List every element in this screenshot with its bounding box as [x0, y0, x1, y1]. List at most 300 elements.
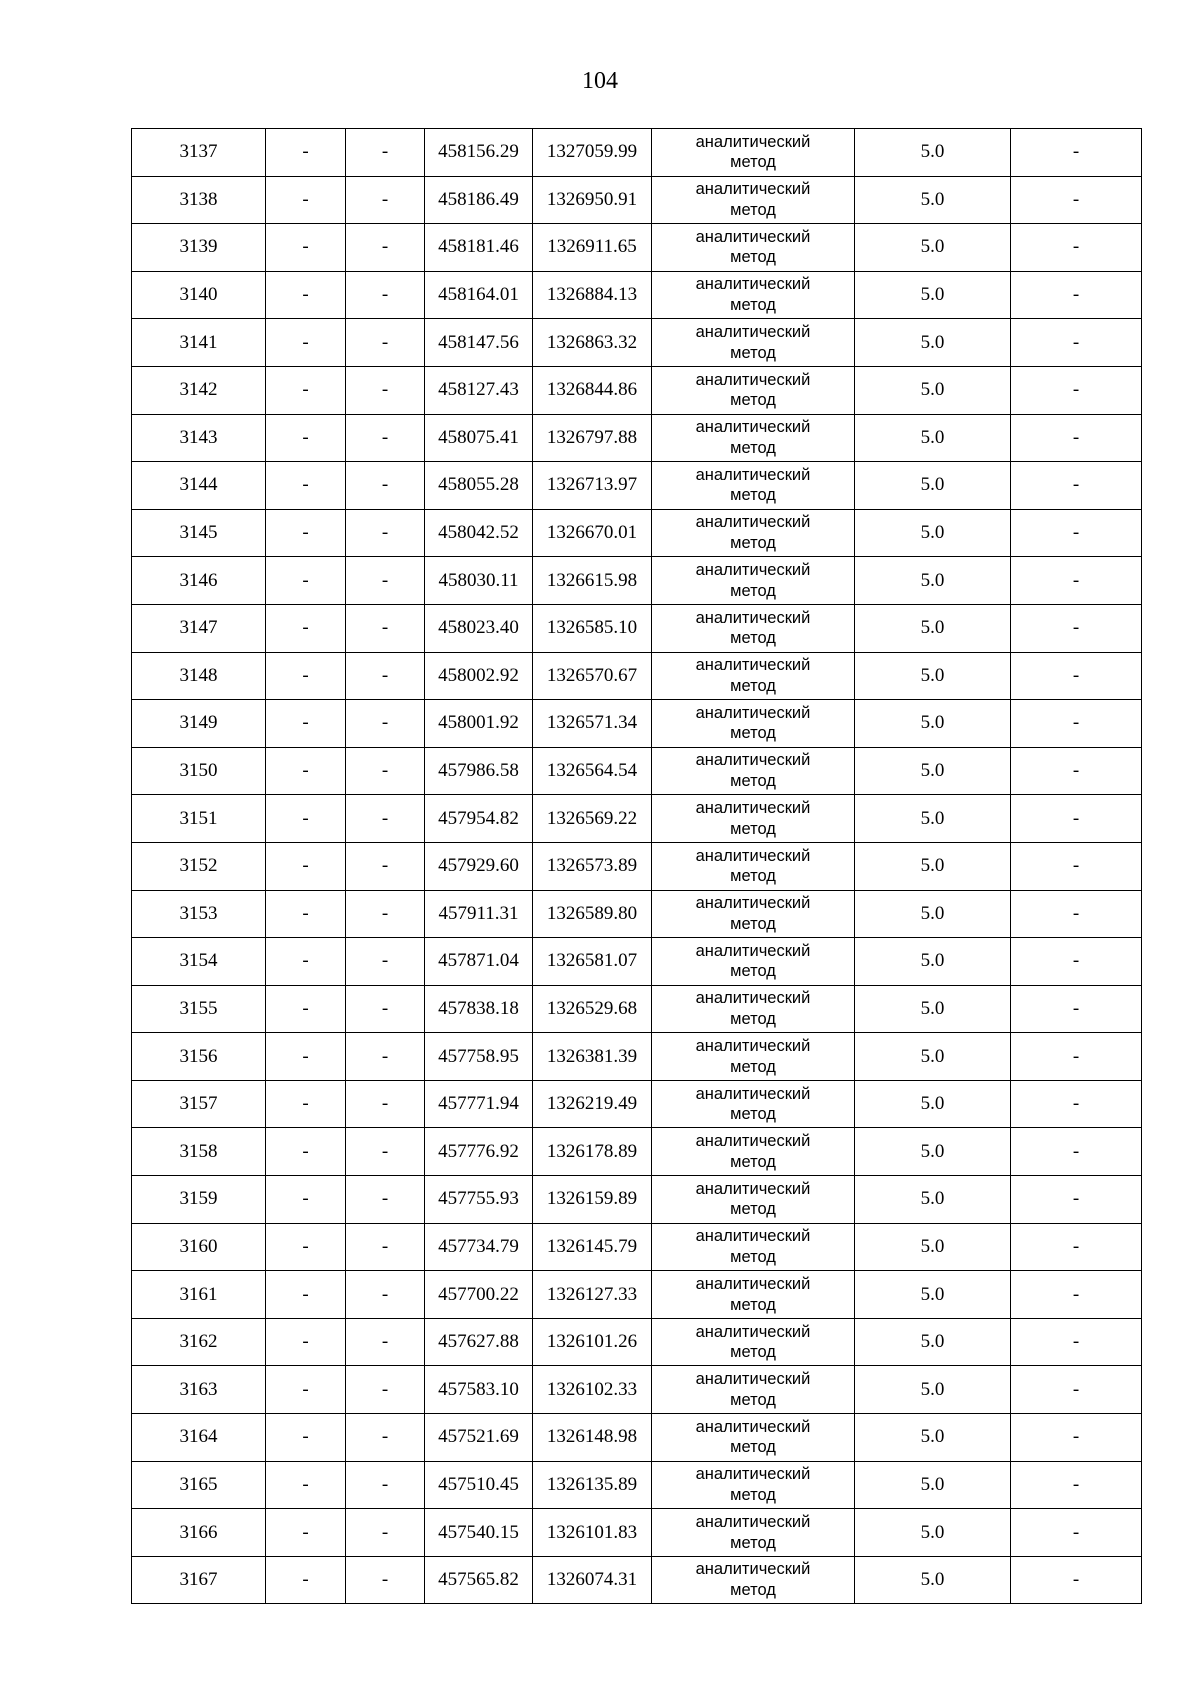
y-coordinate-cell: 1326911.65: [533, 224, 652, 272]
method-text: метод: [730, 1438, 776, 1457]
empty-value-cell: -: [346, 509, 425, 557]
point-number-cell: 3155: [132, 985, 266, 1033]
coordinates-table: [131, 128, 1142, 1604]
point-number-cell: 3152: [132, 842, 266, 890]
accuracy-cell: 5.0: [855, 1509, 1011, 1557]
y-coordinate-cell: 1326127.33: [533, 1271, 652, 1319]
empty-value-cell: -: [1011, 747, 1142, 795]
method-cell: [652, 985, 855, 1033]
empty-value-cell: -: [346, 985, 425, 1033]
method-cell: [652, 462, 855, 510]
y-coordinate-cell: 1326844.86: [533, 366, 652, 414]
empty-value-cell: -: [266, 1271, 346, 1319]
accuracy-cell: 5.0: [855, 652, 1011, 700]
method-text: аналитический: [695, 132, 811, 151]
method-cell: [652, 1223, 855, 1271]
empty-value-cell: -: [266, 319, 346, 367]
method-text: аналитический: [695, 513, 811, 532]
method-text: метод: [730, 486, 776, 505]
accuracy-cell: 5.0: [855, 890, 1011, 938]
method-cell: [652, 652, 855, 700]
empty-value-cell: -: [1011, 985, 1142, 1033]
method-text: аналитический: [695, 323, 811, 342]
method-text: аналитический: [695, 941, 811, 960]
method-text: аналитический: [695, 370, 811, 389]
table-row: [132, 1509, 1142, 1557]
accuracy-cell: 5.0: [855, 224, 1011, 272]
method-text: метод: [730, 914, 776, 933]
x-coordinate-cell: 458156.29: [425, 129, 533, 177]
empty-value-cell: -: [266, 985, 346, 1033]
accuracy-cell: 5.0: [855, 366, 1011, 414]
empty-value-cell: -: [266, 1414, 346, 1462]
method-text: аналитический: [695, 561, 811, 580]
x-coordinate-cell: 457986.58: [425, 747, 533, 795]
empty-value-cell: -: [346, 129, 425, 177]
method-text: метод: [730, 581, 776, 600]
empty-value-cell: -: [346, 557, 425, 605]
accuracy-cell: 5.0: [855, 604, 1011, 652]
empty-value-cell: -: [1011, 462, 1142, 510]
method-text: метод: [730, 248, 776, 267]
table-row: [132, 1461, 1142, 1509]
x-coordinate-cell: 458127.43: [425, 366, 533, 414]
empty-value-cell: -: [266, 1176, 346, 1224]
accuracy-cell: 5.0: [855, 271, 1011, 319]
page-number: 104: [582, 68, 618, 94]
accuracy-cell: 5.0: [855, 938, 1011, 986]
empty-value-cell: -: [266, 176, 346, 224]
method-cell: [652, 1033, 855, 1081]
method-cell: [652, 224, 855, 272]
method-cell: [652, 509, 855, 557]
empty-value-cell: -: [1011, 890, 1142, 938]
empty-value-cell: -: [346, 795, 425, 843]
empty-value-cell: -: [266, 1080, 346, 1128]
point-number-cell: 3149: [132, 700, 266, 748]
table-row: [132, 747, 1142, 795]
empty-value-cell: -: [266, 366, 346, 414]
empty-value-cell: -: [1011, 366, 1142, 414]
empty-value-cell: -: [346, 1128, 425, 1176]
method-text: аналитический: [695, 608, 811, 627]
y-coordinate-cell: 1326615.98: [533, 557, 652, 605]
empty-value-cell: -: [1011, 1271, 1142, 1319]
table-row: [132, 271, 1142, 319]
empty-value-cell: -: [266, 747, 346, 795]
method-text: аналитический: [695, 1227, 811, 1246]
x-coordinate-cell: 457954.82: [425, 795, 533, 843]
method-text: метод: [730, 676, 776, 695]
y-coordinate-cell: 1326589.80: [533, 890, 652, 938]
point-number-cell: 3139: [132, 224, 266, 272]
method-cell: [652, 842, 855, 890]
y-coordinate-cell: 1326570.67: [533, 652, 652, 700]
empty-value-cell: -: [1011, 129, 1142, 177]
empty-value-cell: -: [346, 604, 425, 652]
accuracy-cell: 5.0: [855, 842, 1011, 890]
empty-value-cell: -: [266, 1461, 346, 1509]
method-text: аналитический: [695, 1179, 811, 1198]
y-coordinate-cell: 1326159.89: [533, 1176, 652, 1224]
x-coordinate-cell: 457700.22: [425, 1271, 533, 1319]
method-text: метод: [730, 438, 776, 457]
method-cell: [652, 1414, 855, 1462]
y-coordinate-cell: 1326569.22: [533, 795, 652, 843]
method-text: аналитический: [695, 180, 811, 199]
x-coordinate-cell: 457540.15: [425, 1509, 533, 1557]
y-coordinate-cell: 1326573.89: [533, 842, 652, 890]
method-cell: [652, 604, 855, 652]
y-coordinate-cell: 1326950.91: [533, 176, 652, 224]
method-cell: [652, 1509, 855, 1557]
method-text: метод: [730, 153, 776, 172]
empty-value-cell: -: [346, 890, 425, 938]
accuracy-cell: 5.0: [855, 557, 1011, 605]
accuracy-cell: 5.0: [855, 176, 1011, 224]
method-text: метод: [730, 200, 776, 219]
empty-value-cell: -: [346, 414, 425, 462]
table-row: [132, 1080, 1142, 1128]
x-coordinate-cell: 457758.95: [425, 1033, 533, 1081]
empty-value-cell: -: [1011, 176, 1142, 224]
method-cell: [652, 129, 855, 177]
method-text: метод: [730, 629, 776, 648]
method-text: аналитический: [695, 1512, 811, 1531]
point-number-cell: 3164: [132, 1414, 266, 1462]
y-coordinate-cell: 1326670.01: [533, 509, 652, 557]
accuracy-cell: 5.0: [855, 129, 1011, 177]
empty-value-cell: -: [266, 1366, 346, 1414]
x-coordinate-cell: 457755.93: [425, 1176, 533, 1224]
point-number-cell: 3145: [132, 509, 266, 557]
point-number-cell: 3166: [132, 1509, 266, 1557]
accuracy-cell: 5.0: [855, 747, 1011, 795]
empty-value-cell: -: [1011, 842, 1142, 890]
table-row: [132, 462, 1142, 510]
point-number-cell: 3153: [132, 890, 266, 938]
method-text: метод: [730, 819, 776, 838]
accuracy-cell: 5.0: [855, 1318, 1011, 1366]
table-row: [132, 604, 1142, 652]
point-number-cell: 3157: [132, 1080, 266, 1128]
accuracy-cell: 5.0: [855, 1556, 1011, 1604]
y-coordinate-cell: 1326571.34: [533, 700, 652, 748]
x-coordinate-cell: 458001.92: [425, 700, 533, 748]
method-text: метод: [730, 1485, 776, 1504]
empty-value-cell: -: [1011, 938, 1142, 986]
point-number-cell: 3159: [132, 1176, 266, 1224]
empty-value-cell: -: [266, 1556, 346, 1604]
method-cell: [652, 1461, 855, 1509]
table-row: [132, 129, 1142, 177]
empty-value-cell: -: [346, 271, 425, 319]
empty-value-cell: -: [266, 271, 346, 319]
accuracy-cell: 5.0: [855, 1461, 1011, 1509]
method-cell: [652, 271, 855, 319]
table-row: [132, 1318, 1142, 1366]
empty-value-cell: -: [346, 1556, 425, 1604]
empty-value-cell: -: [346, 1080, 425, 1128]
method-text: метод: [730, 1152, 776, 1171]
empty-value-cell: -: [266, 604, 346, 652]
accuracy-cell: 5.0: [855, 1366, 1011, 1414]
accuracy-cell: 5.0: [855, 1128, 1011, 1176]
y-coordinate-cell: 1326564.54: [533, 747, 652, 795]
table-row: [132, 938, 1142, 986]
method-text: аналитический: [695, 1274, 811, 1293]
x-coordinate-cell: 458181.46: [425, 224, 533, 272]
method-text: метод: [730, 1247, 776, 1266]
method-text: метод: [730, 1105, 776, 1124]
y-coordinate-cell: 1326145.79: [533, 1223, 652, 1271]
point-number-cell: 3141: [132, 319, 266, 367]
point-number-cell: 3161: [132, 1271, 266, 1319]
y-coordinate-cell: 1326219.49: [533, 1080, 652, 1128]
method-text: метод: [730, 1581, 776, 1600]
empty-value-cell: -: [1011, 1556, 1142, 1604]
table-row: [132, 700, 1142, 748]
point-number-cell: 3138: [132, 176, 266, 224]
x-coordinate-cell: 457838.18: [425, 985, 533, 1033]
table-row: [132, 366, 1142, 414]
empty-value-cell: -: [346, 1318, 425, 1366]
x-coordinate-cell: 458002.92: [425, 652, 533, 700]
method-text: метод: [730, 343, 776, 362]
y-coordinate-cell: 1326148.98: [533, 1414, 652, 1462]
empty-value-cell: -: [266, 842, 346, 890]
point-number-cell: 3148: [132, 652, 266, 700]
x-coordinate-cell: 458147.56: [425, 319, 533, 367]
x-coordinate-cell: 457583.10: [425, 1366, 533, 1414]
empty-value-cell: -: [346, 224, 425, 272]
method-cell: [652, 938, 855, 986]
empty-value-cell: -: [266, 1318, 346, 1366]
empty-value-cell: -: [266, 1033, 346, 1081]
accuracy-cell: 5.0: [855, 1080, 1011, 1128]
point-number-cell: 3144: [132, 462, 266, 510]
empty-value-cell: -: [346, 1509, 425, 1557]
y-coordinate-cell: 1326101.26: [533, 1318, 652, 1366]
method-cell: [652, 700, 855, 748]
table-row: [132, 985, 1142, 1033]
method-cell: [652, 176, 855, 224]
accuracy-cell: 5.0: [855, 462, 1011, 510]
y-coordinate-cell: 1326884.13: [533, 271, 652, 319]
method-text: метод: [730, 534, 776, 553]
accuracy-cell: 5.0: [855, 1271, 1011, 1319]
x-coordinate-cell: 457911.31: [425, 890, 533, 938]
empty-value-cell: -: [1011, 1461, 1142, 1509]
method-cell: [652, 557, 855, 605]
accuracy-cell: 5.0: [855, 795, 1011, 843]
empty-value-cell: -: [1011, 1033, 1142, 1081]
method-text: аналитический: [695, 1132, 811, 1151]
empty-value-cell: -: [266, 414, 346, 462]
method-cell: [652, 747, 855, 795]
method-text: метод: [730, 1343, 776, 1362]
empty-value-cell: -: [1011, 1128, 1142, 1176]
empty-value-cell: -: [1011, 1223, 1142, 1271]
method-text: аналитический: [695, 418, 811, 437]
method-text: метод: [730, 1295, 776, 1314]
method-text: метод: [730, 772, 776, 791]
x-coordinate-cell: 458030.11: [425, 557, 533, 605]
table-row: [132, 1223, 1142, 1271]
y-coordinate-cell: 1326101.83: [533, 1509, 652, 1557]
y-coordinate-cell: 1326863.32: [533, 319, 652, 367]
empty-value-cell: -: [266, 224, 346, 272]
table-row: [132, 509, 1142, 557]
accuracy-cell: 5.0: [855, 1176, 1011, 1224]
empty-value-cell: -: [1011, 1176, 1142, 1224]
empty-value-cell: -: [266, 557, 346, 605]
table-row: [132, 319, 1142, 367]
method-text: метод: [730, 1390, 776, 1409]
y-coordinate-cell: 1326581.07: [533, 938, 652, 986]
method-cell: [652, 319, 855, 367]
empty-value-cell: -: [346, 1366, 425, 1414]
method-cell: [652, 1176, 855, 1224]
method-text: аналитический: [695, 1084, 811, 1103]
empty-value-cell: -: [346, 842, 425, 890]
point-number-cell: 3158: [132, 1128, 266, 1176]
empty-value-cell: -: [346, 1223, 425, 1271]
empty-value-cell: -: [1011, 795, 1142, 843]
y-coordinate-cell: 1326102.33: [533, 1366, 652, 1414]
empty-value-cell: -: [1011, 700, 1142, 748]
method-cell: [652, 1080, 855, 1128]
empty-value-cell: -: [346, 747, 425, 795]
method-text: аналитический: [695, 1036, 811, 1055]
accuracy-cell: 5.0: [855, 700, 1011, 748]
empty-value-cell: -: [346, 1176, 425, 1224]
empty-value-cell: -: [266, 1509, 346, 1557]
empty-value-cell: -: [346, 1033, 425, 1081]
empty-value-cell: -: [1011, 1318, 1142, 1366]
table-row: [132, 795, 1142, 843]
empty-value-cell: -: [1011, 1414, 1142, 1462]
empty-value-cell: -: [266, 700, 346, 748]
y-coordinate-cell: 1326585.10: [533, 604, 652, 652]
table-row: [132, 652, 1142, 700]
method-text: метод: [730, 391, 776, 410]
empty-value-cell: -: [1011, 1366, 1142, 1414]
empty-value-cell: -: [266, 509, 346, 557]
empty-value-cell: -: [266, 890, 346, 938]
y-coordinate-cell: 1326178.89: [533, 1128, 652, 1176]
accuracy-cell: 5.0: [855, 1223, 1011, 1271]
x-coordinate-cell: 458023.40: [425, 604, 533, 652]
empty-value-cell: -: [346, 1414, 425, 1462]
empty-value-cell: -: [266, 1223, 346, 1271]
method-text: аналитический: [695, 656, 811, 675]
point-number-cell: 3143: [132, 414, 266, 462]
empty-value-cell: -: [266, 795, 346, 843]
empty-value-cell: -: [1011, 224, 1142, 272]
accuracy-cell: 5.0: [855, 1033, 1011, 1081]
y-coordinate-cell: 1326713.97: [533, 462, 652, 510]
empty-value-cell: -: [266, 938, 346, 986]
point-number-cell: 3142: [132, 366, 266, 414]
x-coordinate-cell: 457771.94: [425, 1080, 533, 1128]
x-coordinate-cell: 457734.79: [425, 1223, 533, 1271]
method-text: аналитический: [695, 894, 811, 913]
method-text: аналитический: [695, 1560, 811, 1579]
method-text: аналитический: [695, 989, 811, 1008]
y-coordinate-cell: 1326135.89: [533, 1461, 652, 1509]
x-coordinate-cell: 457871.04: [425, 938, 533, 986]
empty-value-cell: -: [1011, 652, 1142, 700]
point-number-cell: 3146: [132, 557, 266, 605]
method-text: аналитический: [695, 227, 811, 246]
method-text: метод: [730, 962, 776, 981]
table-row: [132, 890, 1142, 938]
empty-value-cell: -: [1011, 557, 1142, 605]
method-text: метод: [730, 1009, 776, 1028]
method-text: аналитический: [695, 798, 811, 817]
empty-value-cell: -: [1011, 414, 1142, 462]
method-text: аналитический: [695, 703, 811, 722]
method-cell: [652, 1366, 855, 1414]
method-text: метод: [730, 867, 776, 886]
method-text: аналитический: [695, 1417, 811, 1436]
point-number-cell: 3147: [132, 604, 266, 652]
empty-value-cell: -: [1011, 319, 1142, 367]
point-number-cell: 3160: [132, 1223, 266, 1271]
method-cell: [652, 1128, 855, 1176]
empty-value-cell: -: [346, 1271, 425, 1319]
method-text: метод: [730, 296, 776, 315]
method-cell: [652, 1318, 855, 1366]
method-text: аналитический: [695, 846, 811, 865]
method-text: аналитический: [695, 465, 811, 484]
method-text: метод: [730, 1057, 776, 1076]
method-text: аналитический: [695, 275, 811, 294]
table-row: [132, 224, 1142, 272]
table-body: [132, 129, 1142, 1604]
method-text: аналитический: [695, 751, 811, 770]
accuracy-cell: 5.0: [855, 414, 1011, 462]
empty-value-cell: -: [346, 938, 425, 986]
method-cell: [652, 414, 855, 462]
table-row: [132, 1366, 1142, 1414]
empty-value-cell: -: [1011, 604, 1142, 652]
accuracy-cell: 5.0: [855, 509, 1011, 557]
table-row: [132, 842, 1142, 890]
empty-value-cell: -: [266, 462, 346, 510]
empty-value-cell: -: [266, 129, 346, 177]
x-coordinate-cell: 458042.52: [425, 509, 533, 557]
method-text: аналитический: [695, 1370, 811, 1389]
method-text: аналитический: [695, 1465, 811, 1484]
empty-value-cell: -: [346, 462, 425, 510]
method-cell: [652, 1556, 855, 1604]
empty-value-cell: -: [1011, 1080, 1142, 1128]
x-coordinate-cell: 458075.41: [425, 414, 533, 462]
table-row: [132, 1271, 1142, 1319]
x-coordinate-cell: 457776.92: [425, 1128, 533, 1176]
point-number-cell: 3151: [132, 795, 266, 843]
point-number-cell: 3150: [132, 747, 266, 795]
empty-value-cell: -: [346, 366, 425, 414]
point-number-cell: 3167: [132, 1556, 266, 1604]
empty-value-cell: -: [346, 1461, 425, 1509]
method-text: метод: [730, 724, 776, 743]
point-number-cell: 3137: [132, 129, 266, 177]
empty-value-cell: -: [266, 1128, 346, 1176]
table-row: [132, 176, 1142, 224]
